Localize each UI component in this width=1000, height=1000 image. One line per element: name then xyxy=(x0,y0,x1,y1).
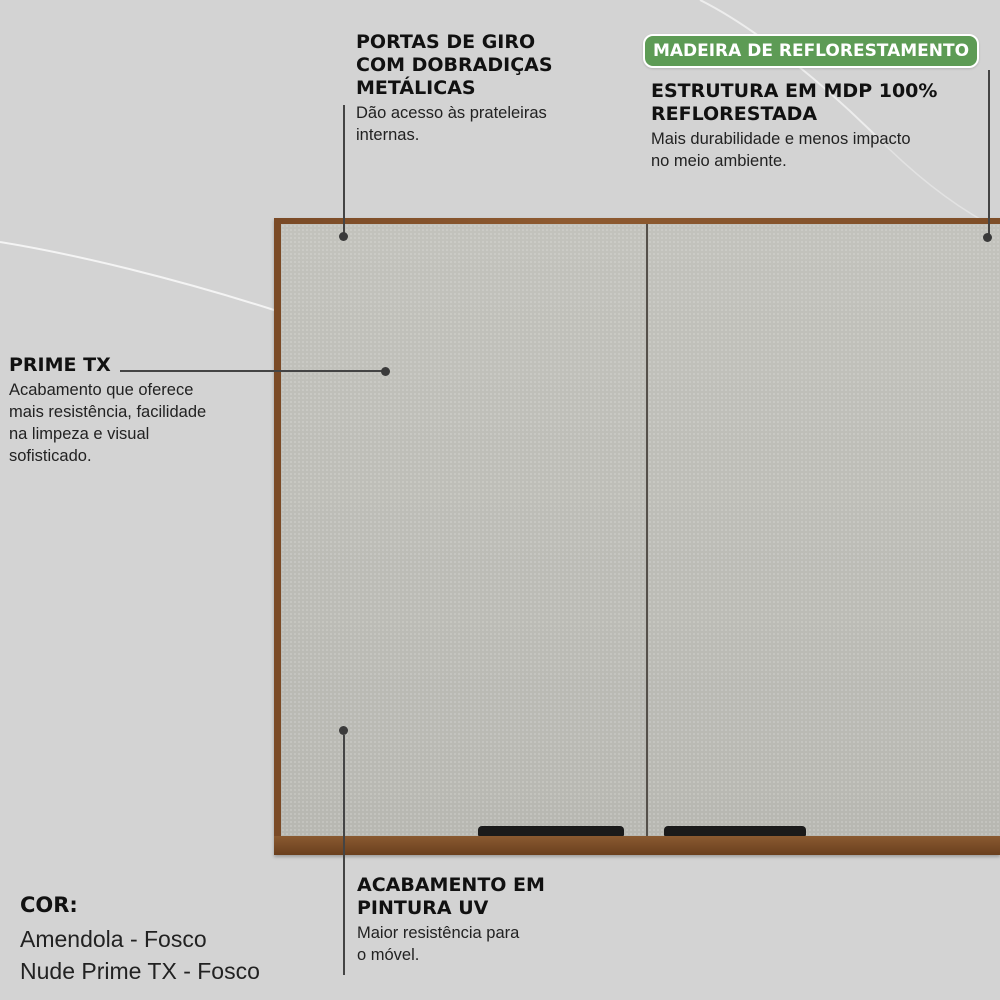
uv-finish-callout-description: Maior resistência para o móvel. xyxy=(357,924,520,964)
reforestation-badge: MADEIRA DE REFLORESTAMENTO xyxy=(643,34,979,68)
cabinet-bottom-edge xyxy=(274,836,1000,855)
structure-callout-title: ESTRUTURA EM MDP 100% REFLORESTADA xyxy=(651,80,938,125)
uv-finish-callout-dot xyxy=(339,726,348,735)
uv-finish-callout-line xyxy=(343,735,345,975)
doors-callout-line xyxy=(343,105,345,235)
prime-tx-callout-dot xyxy=(381,367,390,376)
prime-tx-callout xyxy=(9,354,269,467)
prime-tx-callout-description: Acabamento que oferece mais resistência, facilidade na limpeza e visual sofisticado. xyxy=(9,381,207,465)
doors-callout-dot xyxy=(339,232,348,241)
uv-finish-callout-title: ACABAMENTO EM PINTURA UV xyxy=(357,874,545,919)
left-door xyxy=(281,224,646,836)
color-options xyxy=(20,893,260,987)
structure-callout-dot xyxy=(983,233,992,242)
doors-callout xyxy=(356,31,626,146)
right-door xyxy=(648,224,1000,836)
left-door-handle xyxy=(478,826,624,836)
right-door-handle xyxy=(664,826,806,836)
uv-finish-callout xyxy=(357,874,617,966)
wall-cabinet-image xyxy=(274,218,1000,855)
doors-callout-description: Dão acesso às prateleiras internas. xyxy=(356,104,547,144)
structure-callout-description: Mais durabilidade e menos impacto no meio ambiente. xyxy=(651,130,911,170)
color-option-item: Amendola - Fosco xyxy=(20,926,207,952)
structure-callout-line xyxy=(988,70,990,235)
prime-tx-callout-title: PRIME TX xyxy=(9,354,111,376)
doors-callout-title: PORTAS DE GIRO COM DOBRADIÇAS METÁLICAS xyxy=(356,31,553,99)
color-option-item: Nude Prime TX - Fosco xyxy=(20,958,260,984)
structure-callout xyxy=(651,80,981,172)
color-options-title: COR: xyxy=(20,893,78,917)
